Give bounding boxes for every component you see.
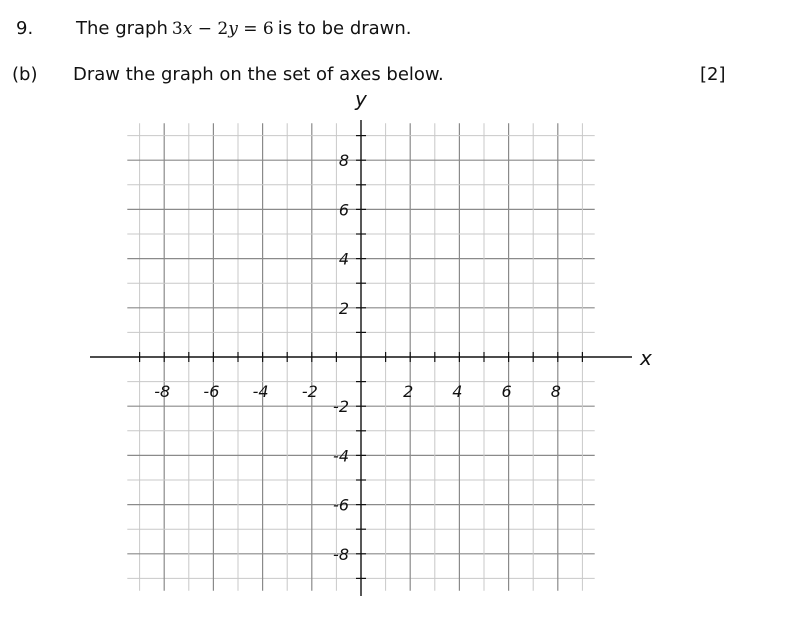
y-tick-label: 4 xyxy=(338,249,349,269)
eq-coef-a: 3 xyxy=(171,19,183,39)
stem-before-text: The graph xyxy=(76,18,168,39)
eq-coef-b: 2 xyxy=(217,19,229,39)
x-tick-label: -6 xyxy=(203,382,220,401)
eq-var-y: y xyxy=(228,19,238,39)
eq-op: − xyxy=(197,19,212,39)
part-label: (b) xyxy=(12,64,38,85)
y-tick-label: -8 xyxy=(333,544,349,564)
y-tick-label: 2 xyxy=(338,298,349,318)
eq-const: 6 xyxy=(262,19,274,39)
x-tick-label: 2 xyxy=(403,382,414,401)
x-tick-label: -2 xyxy=(301,382,318,401)
x-axis-label: x xyxy=(640,346,652,370)
y-tick-label: 8 xyxy=(338,151,349,171)
y-tick-label: -2 xyxy=(333,397,349,417)
eq-equals: = xyxy=(243,19,258,39)
x-tick-label: 8 xyxy=(550,382,561,401)
marks-allocation: [2] xyxy=(700,64,726,85)
x-tick-label: -8 xyxy=(154,382,171,401)
x-tick-label: 6 xyxy=(501,382,512,401)
question-number: 9. xyxy=(16,18,34,39)
x-tick-label: -4 xyxy=(252,382,269,401)
y-tick-label: -4 xyxy=(333,446,349,466)
y-tick-label: -6 xyxy=(333,495,349,515)
y-axis-label: y xyxy=(355,87,367,111)
x-tick-label: 4 xyxy=(452,382,463,401)
stem-after-text: is to be drawn. xyxy=(277,18,412,39)
part-instruction: Draw the graph on the set of axes below. xyxy=(73,64,444,85)
y-tick-label: 6 xyxy=(338,200,349,220)
eq-var-x: x xyxy=(182,19,193,39)
